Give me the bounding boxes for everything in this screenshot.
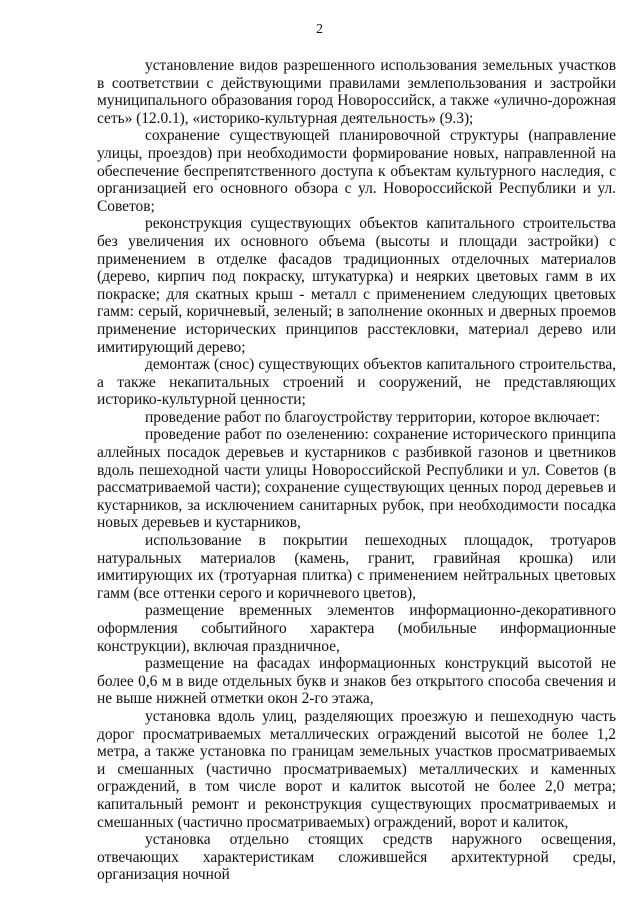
paragraph-greening: проведение работ по озеленению: сохранение исторического принципа аллейных посадок деревьев и кустарников с разбивкой газонов и цветников вдоль пешеходной части улицы Новороссийской Республики и ул. Советов (в рассматриваемой части); сохранение существующих ценных пород деревьев и кустарников, за исключением санитарных рубок, при необходимости посадка новых деревьев и кустарников, — [97, 426, 616, 532]
paragraph-paving: использование в покрытии пешеходных площадок, тротуаров натуральных материалов (камень, гранит, гравийная крошка) или имитирующих их (тротуарная плитка) с применением нейтральных цветовых гамм (все оттенки серого и коричневого цветов), — [97, 532, 616, 602]
paragraph-landscaping-intro: проведение работ по благоустройству территории, которое включает: — [145, 408, 601, 426]
page-number: 2 — [316, 22, 323, 37]
paragraph-land-use-types: установление видов разрешенного использования земельных участков в соответствии с действующими правилами землепользования и застройки муниципального образования город Новороссийск, а также «улично-дорожная сеть» (12.0.1), «историко-культурная деятельность» (9.3); — [97, 57, 616, 127]
paragraph-outdoor-lighting: установка отдельно стоящих средств наружного освещения, отвечающих характеристикам сложившейся архитектурной среды, организация ночной — [97, 831, 616, 884]
paragraph-reconstruction: реконструкция существующих объектов капитального строительства без увеличения их основного объема (высоты и площади застройки) с применением в отделке фасадов традиционных отделочных материалов (дерево, кирпич под покраску, штукатурка) и неярких цветовых гамм в их покраске; для скатных крыш - металл с применением следующих цветовых гамм: серый, коричневый, зеленый; в заполнение оконных и дверных проемов применение исторических принципов расстекловки, материал дерево или имитирующий дерево; — [97, 215, 616, 356]
document-body — [97, 57, 616, 884]
paragraph-facade-signage: размещение на фасадах информационных конструкций высотой не более 0,6 м в виде отдельных букв и знаков без открытого способа свечения и не выше нижней отметки окон 2-го этажа, — [97, 655, 616, 708]
paragraph-temporary-decor: размещение временных элементов информационно-декоративного оформления событийного характера (мобильные информационные конструкции), включая праздничное, — [97, 602, 616, 655]
paragraph-demolition: демонтаж (снос) существующих объектов капитального строительства, а также некапитальных строений и сооружений, не представляющих историко-культурной ценности; — [97, 356, 616, 409]
paragraph-fences: установка вдоль улиц, разделяющих проезжую и пешеходную часть дорог просматриваемых металлических ограждений высотой не более 1,2 метра, а также установка по границам земельных участков просматриваемых и смешанных (частично просматриваемых) металлических и каменных ограждений, в том числе ворот и калиток высотой не более 2,0 метра; капитальный ремонт и реконструкция существующих просматриваемых и смешанных (частично просматриваемых) ограждений, ворот и калиток, — [97, 707, 616, 831]
paragraph-planning-structure: сохранение существующей планировочной структуры (направление улицы, проездов) при необходимости формирование новых, направленной на обеспечение беспрепятственного доступа к объектам культурного наследия, с организацией его основного обзора с ул. Новороссийской Республики и ул. Советов; — [97, 127, 616, 215]
